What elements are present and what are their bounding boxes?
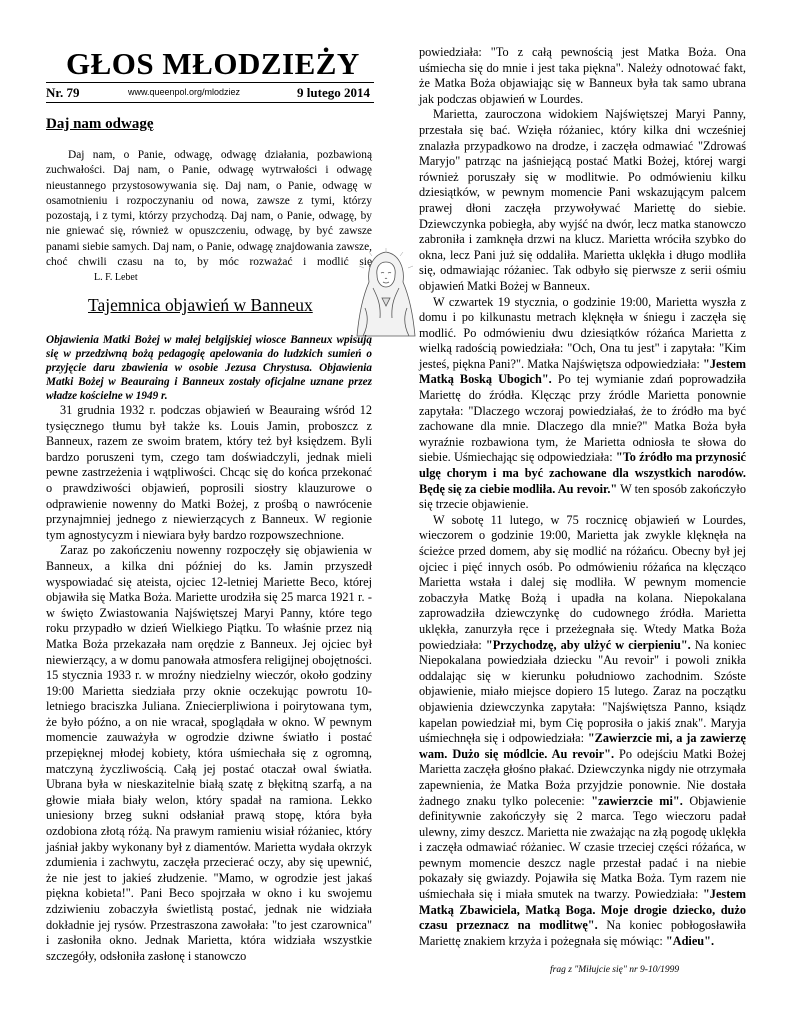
quote-bold: "Przychodzę, aby ulżyć w cierpieniu". — [485, 637, 691, 652]
article-paragraph — [419, 513, 746, 950]
prayer-author: L. F. Lebet — [94, 272, 138, 284]
article-heading: Tajemnica objawień w Banneux — [88, 295, 313, 315]
article-lead: Objawienia Matki Bożej w małej belgijskiej wiosce Banneux wpisują się w przedziwną bożą pedagogię apelowania do ludzkich sumień o przyjęcie daru zbawienia w osobie Jezusa Chrystusa. Objawienia Matki Bożej w Beauraing i Banneux zostały oficjalne uznane przez władze kościelne w 1949 r. — [46, 334, 372, 402]
newsletter-title: GŁOS MŁODZIEŻY — [66, 46, 360, 81]
website-url: www.queenpol.org/mlodziez — [128, 87, 241, 97]
text-run: W sobotę 11 lutego, w 75 rocznicę objawień w Lourdes, wieczorem o godzinie 19:00, Marietta jak zwykle klęknęła na ścieżce przed domem, aby się modlić na różańcu. Obecny był jej ojciec i pięć innych osób. Po odmówieniu różańca na klęcząco Marietta wstała i dalej się modliła. W pewnym momencie zobaczyła Matkę Bożą i upadła na kolana. Niepokalana zaprowadziła dziewczynkę do cudownego źródła. Marietta uklękła, zanurzyła ręce i przeżegnała się. Wtedy Matka Boża powiedziała: — [419, 512, 746, 652]
text-run: Na koniec Niepokalana powiedziała dziecku "Au revoir" i powoli znikła oddalając się w kierunku południowo zachodnim. Szóste objawienie, miało miejsce dopiero 15 lutego. Zaraz na początku objawienia dziewczynka zapytała: "Najświętsza Panno, ksiądz kapelan powiedział mi, bym Cię poprosiła o jakiś znak". Maryja uśmiechnęła się i odpowiedziała: — [419, 637, 746, 746]
text-run: W ten sposób zakończyło się trzecie objawienie. — [419, 481, 746, 512]
prayer-body: Daj nam, o Panie, odwagę, odwagę działania, pozbawioną zuchwałości. Daj nam, o Panie, odwagę wytrwałości i odwagę nieustannego przystosowywania się. Daj nam, o Panie, odwagę w osamotnieniu i rozpoczynaniu od nowa, zawsze z tymi, którzy pozostają, i z tymi, którzy przychodzą. Daj nam, o Panie, odwagę, by nie gniewać się, również w opuszczeniu, odwagę, by być zawsze panami siebie samych. Daj nam, o Panie, odwagę znajdowania zawsze, choć chwili czasu na to, by móc rozważać i modlić się — [46, 149, 372, 269]
article-paragraph: 31 grudnia 1932 r. podczas objawień w Beauraing wśród 12 tysięcznego tłumu był także ks. Louis Jamin, proboszcz z Banneux, razem ze swoim bratem, który też był księdzem. Byli bardzo poruszeni tym, czego tam doświadczyli, jednak mieli pewne zastrzeżenia i wątpliwości. Chcąc się do końca przekonać o prawdziwości objawień, poprosili siostry klauzurowe o odprawienie nowenny do Matki Bożej, z prośbą o nawrócenie przynajmniej jednego z niewierzących z Banneux. W regionie tym agnostycyzm i niewiara były bardzo rozpowszechnione. — [46, 403, 372, 542]
issue-info-row — [46, 85, 374, 101]
quote-bold: "Zawierzcie mi, a ja zawierzę wam. Dużo się módlcie. Au revoir". — [419, 731, 746, 761]
quote-bold: "Jestem Matką Zbawiciela, Matką Boga. Moje drogie dziecko, dużo czasu przeznacz na modlitwę". — [419, 887, 746, 933]
quote-bold: "Jestem Matką Boską Ubogich". — [419, 356, 747, 387]
article-paragraph: powiedziała: "To z całą pewnością jest Matka Boża. Ona uśmiecha się do mnie i jest taka piękna". Należy odnotować fakt, że Matka Boża objawiając się w Banneux była tak samo ubrana jak podczas objawień w Lourdes. — [419, 45, 746, 106]
article-paragraph: Marietta, zauroczona widokiem Najświętszej Maryi Panny, przestała się bać. Wzięła różaniec, który kilka dni wcześniej znalazła przypadkowo na drodze, i zaczęła odmawiać "Zdrowaś Maryjo" patrząc na jaśniejącą postać Matki Bożej, której wargi również poruszały się w modlitwie. Po odmówieniu kilku dziesiątków, w pewnym momencie Pani wskazującym palcem prawej dłoni zaczęła przywoływać Mariettę do siebie. Dziewczynka pobiegła, aby wyjść na dwór, lecz matka stanowczo zabroniła i zamknęła drzwi na klucz. Marietta wróciła szybko do okna, lecz Pani już się oddaliła. Marietta uklękła i długo modliła się, odmawiając różaniec. Tak odbyło się pierwsze z serii ośmiu objawień Matki Bożej w Banneux. — [419, 107, 746, 293]
article-column-right — [419, 45, 746, 949]
text-run: Po odejściu Matki Bożej Marietta zaczęła głośno płakać. Dziewczynka nigdy nie otrzymała zapewnienia, że Matka Boża przyjdzie ponownie. Nie dostała żadnego znaku tylko polecenie: — [419, 746, 746, 808]
quote-bold: "To źródło ma przynosić ulgę chorym i ma być zachowane dla wszystkich narodów. Będę się za ciebie modliła. Au revoir." — [419, 450, 747, 496]
prayer-heading: Daj nam odwagę — [46, 116, 154, 132]
header-rule-bottom — [46, 102, 374, 103]
text-run: Po tej wymianie zdań poprowadziła Mariettę do źródła. Klęcząc przy źródle Marietta ponownie zapytała: "Dlaczego wczoraj powiedziałaś, że to źródło ma być zachowane dla mnie. Dlaczego dla mnie?" Matka Boża była wyraźnie rozbawiona tym, że Marietta odniosła te słowa do siebie. Uśmiechając się odpowiedziała: — [419, 372, 746, 465]
article-paragraph: Zaraz po zakończeniu nowenny rozpoczęły się objawienia w Banneux, a kilka dni później do ks. Jamin przyszedł wyspowiadać się ateista, ojciec 12-letniej Mariette Beco, której objawiła się Matka Boża. Mariette urodziła się 25 marca 1921 r. - w święto Zwiastowania Najświętszej Maryi Panny, które tego roku przypadło w dzień Wielkiego Piątku. To właśnie przez nią Matka Boża przekazała nam orędzie z Banneux. Jej ojciec był niewierzący, a w domu panowała atmosfera religijnej obojętności. 15 stycznia 1933 r. w mroźny niedzielny wieczór, około godziny 19:00 Marietta siedziała przy oknie oczekując powrotu 10-letniego braciszka Juliana. Zniecierpliwiona i poirytowana tym, że było późno, a on nie wracał, spoglądała w okno. W pewnym momencie zauważyła w ogrodzie dziwne światło i postać przepięknej młodej kobiety, która uśmiechała się z ogromną, matczyną życzliwością. Całą jej postać otaczał owal światła. Ubrana była w nieskazitelnie białą szatę z błękitną szarfą, a na głowie miała biały welon, który spadał na ramiona. Lekko uniesiony brzeg sukni odsłaniał prawą stopę, która była ozdobiona złotą różą. Na prawym ramieniu wisiał różaniec, który jaśniał jakby wykonany był z diamentów. Marietta wydała okrzyk zdumienia i zachwytu, zaczęła przecierać oczy, aby się upewnić, że nie jest to jakieś złudzenie. "Mamo, w ogrodzie jest jakaś piękna kobieta!". Pani Beco spojrzała w okno i ku swojemu zdziwieniu zobaczyła świetlistą postać, jednak nie widziała dokładnie jej rysów. Przestraszona zawołała: "to jest czarownica" i zasłoniła okno. Jednak Marietta, która widziała wszystkie szczegóły, odsłoniła zasłonę i stanowczo — [46, 543, 372, 963]
header-rule-top — [46, 82, 374, 83]
issue-date: 9 lutego 2014 — [297, 85, 370, 100]
text-run: Na koniec pobłogosławiła Mariettę znakiem krzyża i pożegnała się mówiąc: — [419, 918, 747, 948]
quote-bold: "zawierzcie mi". — [591, 793, 683, 808]
quote-bold: "Adieu". — [665, 933, 715, 948]
issue-number: Nr. 79 — [46, 85, 80, 100]
article-column-left — [46, 403, 372, 964]
prayer-text — [46, 148, 372, 286]
source-note: frag z "Miłujcie się" nr 9-10/1999 — [550, 965, 680, 975]
article-paragraph — [419, 295, 746, 513]
text-run: Objawienie definitywnie zakończyły się 2 marca. Tego wieczoru padał ulewny, zimy deszcz. Marietta nie zważając na złą pogodę uklękła i zaczęła odmawiać różaniec. W czasie trzeciej części różańca, w pewnym momencie deszcz nagle przestał padać i na niebie pokazały się gwiazdy. Pojawiła się Matka Boża. Tym razem nie uśmiechała się i miała smutek na twarzy. Powiedziała: — [419, 793, 746, 902]
text-run: W czwartek 19 stycznia, o godzinie 19:00, Marietta wyszła z domu i po kilkunastu metrach klęknęła w śniegu i zaczęła się modlić. Po odmówieniu dwu dziesiątków różańca Marietta z wielką radością powiedziała: "Och, Ona tu jest" i zapytała: "Kim jesteś, piękna Pani?". Matka Najświętsza odpowiedziała: — [419, 294, 746, 371]
madonna-illustration-icon — [355, 248, 417, 340]
